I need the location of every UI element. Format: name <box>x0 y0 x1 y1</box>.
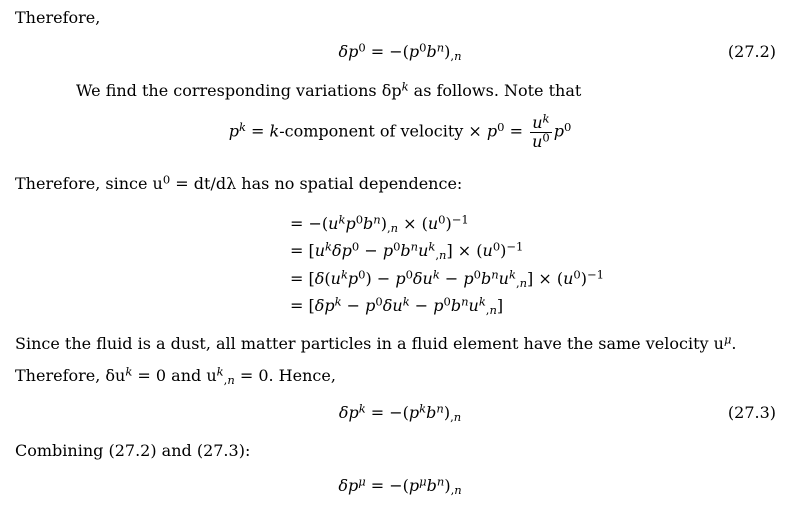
paragraph-combining: Combining (27.2) and (27.3): <box>15 441 251 460</box>
fraction-uk-over-u0: $\frac{u^k}{u^0}$ <box>532 111 550 151</box>
paragraph-therefore-since: Therefore, since $u^0 = dt/d\lambda$ has no spatial dependence: <box>15 172 463 193</box>
equation-final: $\delta p^\mu = -(p^\mu b^n)_{,n}$ <box>338 474 462 497</box>
paragraph-therefore-hence: Therefore, $\delta u^k = 0$ and $u^k_{,n} = 0$. Hence, <box>15 364 336 387</box>
paragraph-therefore <box>15 8 100 27</box>
equation-27-3: $\delta p^k = -(p^kb^n)_{,n}$ <box>338 401 462 424</box>
equation-number-27-3: (27.3) <box>727 403 776 422</box>
equation-pk-definition: $p^k$ = k-component of velocity × $p^0$ = $\frac{u^k}{u^0}$ $p^0$ <box>228 111 572 151</box>
paragraph-we-find: We find the corresponding variations $\delta p^k$ as follows. Note that <box>76 79 582 100</box>
document-page: Therefore, $\delta p^0 = -(p^0b^n)_{,n}$ (27.2) We find the corresponding variations $\delta p^k$ as follows. Note that $p^k$ = k-component of velocity × $p^0$ = $\frac{u^k}{u^0}$ $p^0$ Therefore, since $u^0 = dt/d\lambda$ has no spatial dependence: = $-(u^kp^0b^n)_{,n} \times (u^0)^{-1}$ = $[u^k\delta p^0 - p^0b^nu^k_{,n}] \times (u^0)^{-1}$ = $[\delta(u^kp^0) - p^0\delta u^k - p^0b^nu^k_{,n}] \times (u^0)^{-1}$ = $[\delta p^k - p^0\delta u^k - p^0b^nu^k_{,n}]$ Since the fluid is a dust, all matter particles in a fluid element have the same velocity $u^\mu$. Therefore, $\delta u^k = 0$ and $u^k_{,n} = 0$. Hence, $\delta p^k = -(p^kb^n)_{,n}$ (27.3) Combining (27.2) and (27.3): $\delta p^\mu = -(p^\mu b^n)_{,n}$ <box>0 0 800 507</box>
equation-27-2: $\delta p^0 = -(p^0b^n)_{,n}$ <box>338 40 462 63</box>
text-therefore: Therefore, <box>15 8 101 27</box>
equation-number-27-2: (27.2) <box>727 42 776 61</box>
paragraph-since-fluid: Since the fluid is a dust, all matter particles in a fluid element have the same velocity $u^\mu$. <box>15 332 737 353</box>
